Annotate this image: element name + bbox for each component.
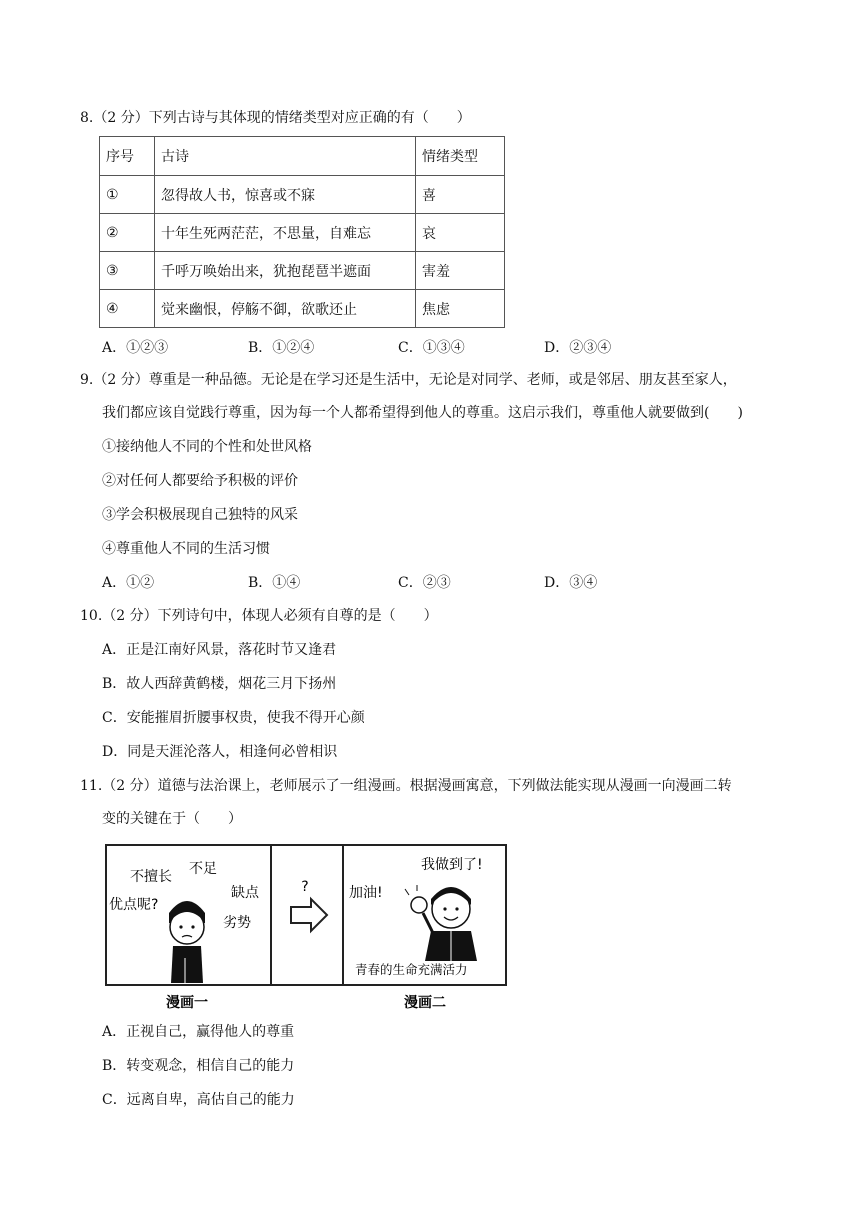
row-number: ①	[100, 176, 155, 214]
row-emotion: 焦虑	[416, 290, 505, 328]
question-11-stem-line1: 11.（2 分）道德与法治课上，老师展示了一组漫画。根据漫画寓意，下列做法能实现从漫画一向漫画二转	[80, 778, 732, 794]
q10-option-b: B．故人西辞黄鹤楼，烟花三月下扬州	[102, 676, 337, 692]
header-emotion: 情绪类型	[416, 137, 505, 176]
panel1-word-flaw: 缺点	[231, 885, 259, 901]
panel2-word-youth: 青春的生命充满活力	[355, 962, 468, 977]
row-poem: 十年生死两茫茫，不思量，自难忘	[155, 214, 416, 252]
table-row	[100, 290, 505, 328]
row-poem: 忽得故人书，惊喜或不寐	[155, 176, 416, 214]
row-emotion: 哀	[416, 214, 505, 252]
q8-option-c: C．①③④	[398, 340, 465, 356]
row-number: ④	[100, 290, 155, 328]
panel1-word-disadvantage: 劣势	[223, 915, 251, 931]
table-header-row	[100, 137, 505, 176]
header-number: 序号	[100, 137, 155, 176]
q9-item-4: ④尊重他人不同的生活习惯	[102, 541, 270, 557]
q10-option-a: A．正是江南好风景，落花时节又逢君	[102, 642, 337, 658]
question-11-stem-line2: 变的关键在于（ ）	[102, 811, 242, 827]
q11-option-b: B．转变观念，相信自己的能力	[102, 1058, 295, 1074]
q9-option-b: B．①④	[248, 575, 301, 591]
q9-item-3: ③学会积极展现自己独特的风采	[102, 507, 298, 523]
question-9-stem-line2: 我们都应该自觉践行尊重，因为每一个人都希望得到他人的尊重。这启示我们，尊重他人就要做到( )	[102, 405, 743, 421]
question-9-stem-line1: 9.（2 分）尊重是一种品德。无论是在学习还是生活中，无论是对同学、老师，或是邻居、朋友甚至家人，	[80, 372, 737, 388]
arrow-question-mark: ?	[301, 879, 309, 895]
q10-option-c: C．安能摧眉折腰事权贵，使我不得开心颜	[102, 710, 365, 726]
q11-option-a: A．正视自己，赢得他人的尊重	[102, 1024, 295, 1040]
panel1-word-lack: 不足	[189, 861, 217, 877]
table-row	[100, 252, 505, 290]
panel1-word-strength: 优点呢?	[109, 897, 159, 913]
question-10-stem: 10.（2 分）下列诗句中，体现人必须有自尊的是（ ）	[80, 608, 438, 624]
q9-option-c: C．②③	[398, 575, 451, 591]
table-row	[100, 176, 505, 214]
poem-emotion-table	[99, 136, 505, 328]
q8-option-d: D．②③④	[544, 340, 612, 356]
row-poem: 千呼万唤始出来，犹抱琵琶半遮面	[155, 252, 416, 290]
row-number: ③	[100, 252, 155, 290]
q10-option-d: D．同是天涯沦落人，相逢何必曾相识	[102, 744, 338, 760]
q9-option-d: D．③④	[544, 575, 598, 591]
q9-option-a: A．①②	[102, 575, 155, 591]
caption-comic-one: 漫画一	[166, 995, 208, 1011]
panel1-word-weak: 不擅长	[130, 869, 172, 885]
row-emotion: 喜	[416, 176, 505, 214]
row-poem: 觉来幽恨，停觞不御，欲歌还止	[155, 290, 416, 328]
table-row	[100, 214, 505, 252]
q8-option-a: A．①②③	[102, 340, 169, 356]
q9-item-1: ①接纳他人不同的个性和处世风格	[102, 439, 312, 455]
q9-item-2: ②对任何人都要给予积极的评价	[102, 473, 298, 489]
row-emotion: 害羞	[416, 252, 505, 290]
q8-option-b: B．①②④	[248, 340, 315, 356]
question-8-stem: 8.（2 分）下列古诗与其体现的情绪类型对应正确的有（ ）	[80, 110, 471, 126]
row-number: ②	[100, 214, 155, 252]
comic-illustration	[105, 843, 510, 1015]
header-poem: 古诗	[155, 137, 416, 176]
caption-comic-two: 漫画二	[404, 995, 446, 1011]
panel2-word-done: 我做到了!	[421, 857, 483, 873]
q11-option-c: C．远离自卑，高估自己的能力	[102, 1092, 295, 1108]
panel2-word-cheer: 加油!	[349, 885, 383, 901]
